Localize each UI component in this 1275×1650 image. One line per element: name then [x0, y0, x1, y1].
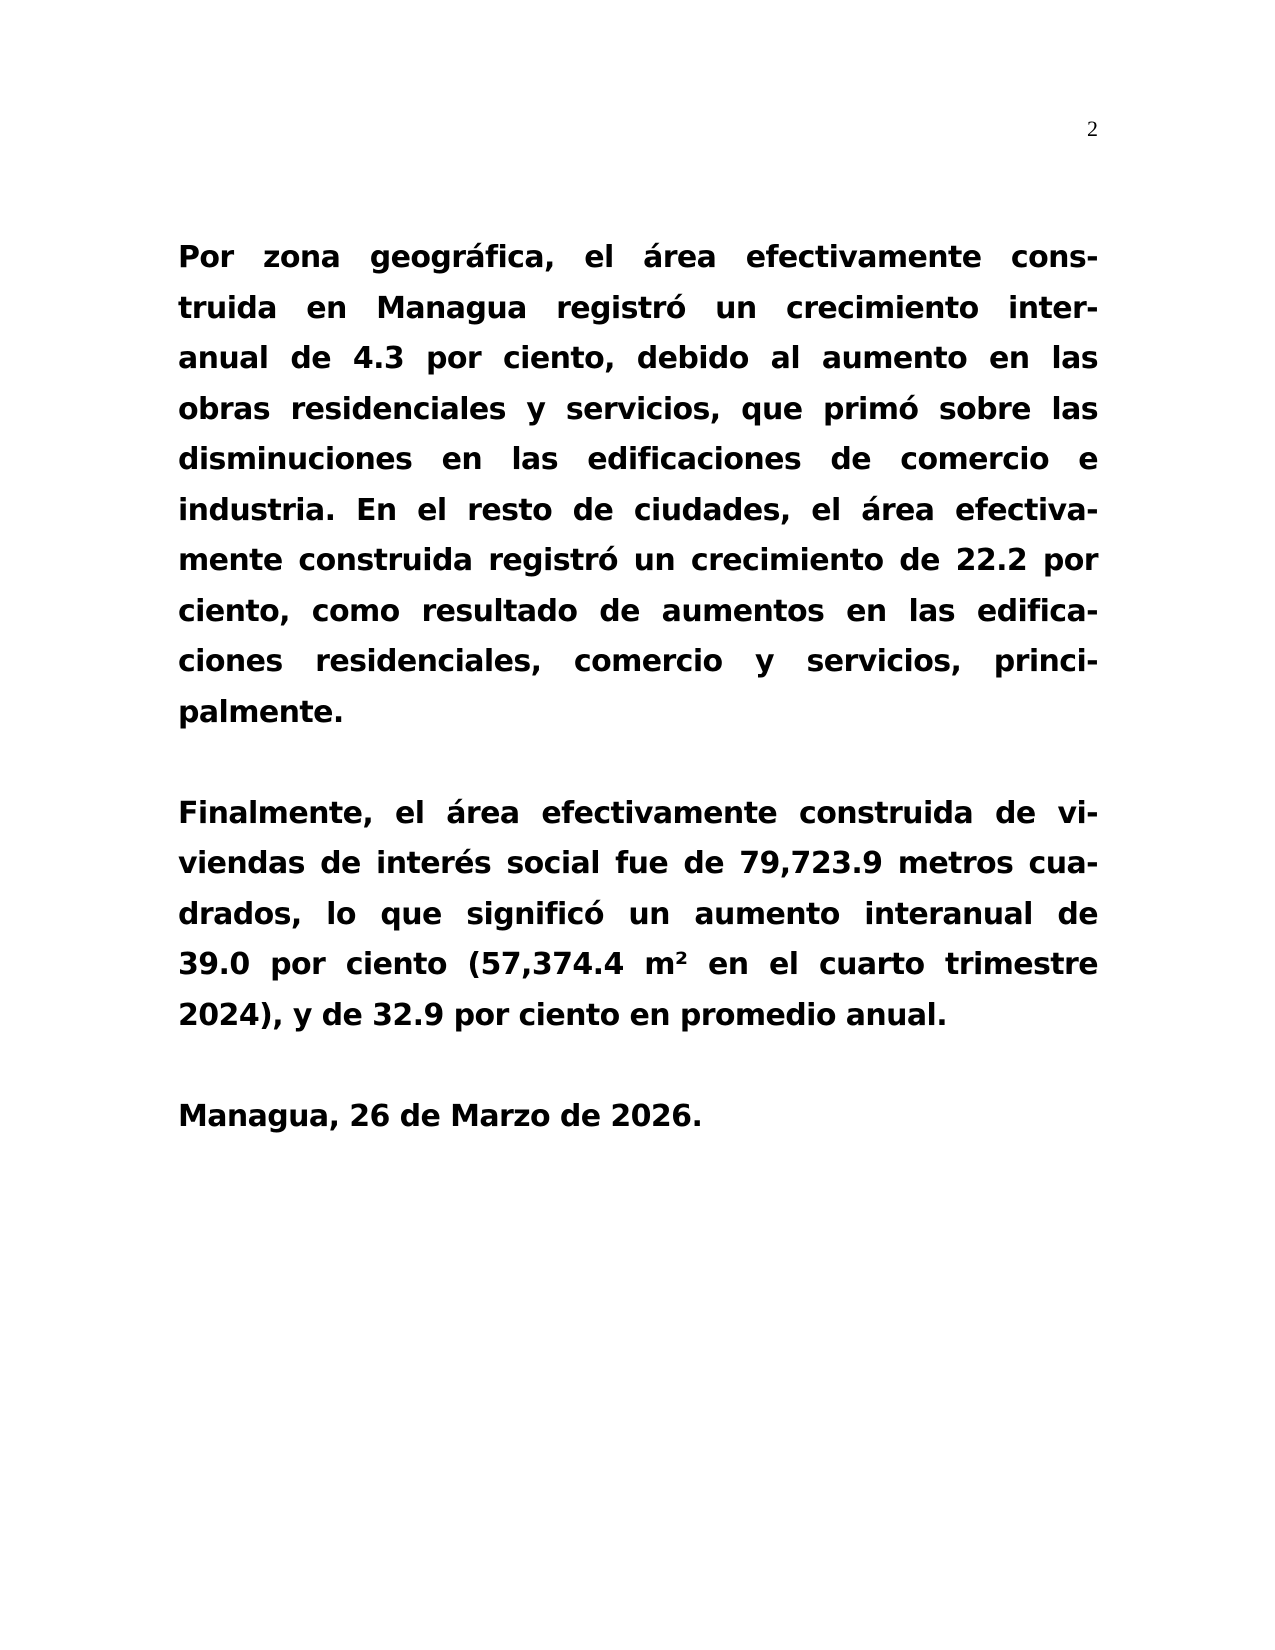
document-body [178, 233, 1098, 1193]
text-line: drados, lo que significó un aumento interanual de [178, 896, 1098, 932]
paragraph-social-housing [178, 789, 1098, 1042]
dateline [178, 1092, 1098, 1143]
text-line: palmente. [178, 694, 344, 730]
text-line: ciento, como resultado de aumentos en las edifica- [178, 593, 1098, 629]
text-line: Por zona geográfica, el área efectivamente cons- [178, 240, 1098, 275]
page-number: 2 [1087, 116, 1098, 141]
text-line: 2024), y de 32.9 por ciento en promedio anual. [178, 997, 947, 1033]
text-line: industria. En el resto de ciudades, el área efectiva- [178, 492, 1098, 528]
text-line: 39.0 por ciento (57,374.4 m² en el cuarto trimestre [178, 947, 1098, 982]
text-line: obras residenciales y servicios, que primó sobre las [178, 391, 1098, 427]
text-line: truida en Managua registró un crecimiento inter- [178, 290, 1098, 326]
text-line: Finalmente, el área efectivamente construida de vi- [178, 795, 1098, 831]
date-location-line: Managua, 26 de Marzo de 2026. [178, 1098, 703, 1134]
text-line: mente construida registró un crecimiento de 22.2 por [178, 543, 1098, 578]
text-line: anual de 4.3 por ciento, debido al aumento en las [178, 341, 1098, 376]
paragraph-geographic-zone [178, 233, 1098, 738]
text-line: disminuciones en las edificaciones de comercio e [178, 442, 1098, 477]
text-line: viendas de interés social fue de 79,723.9 metros cua- [178, 846, 1098, 881]
text-line: ciones residenciales, comercio y servicios, princi- [178, 644, 1098, 679]
